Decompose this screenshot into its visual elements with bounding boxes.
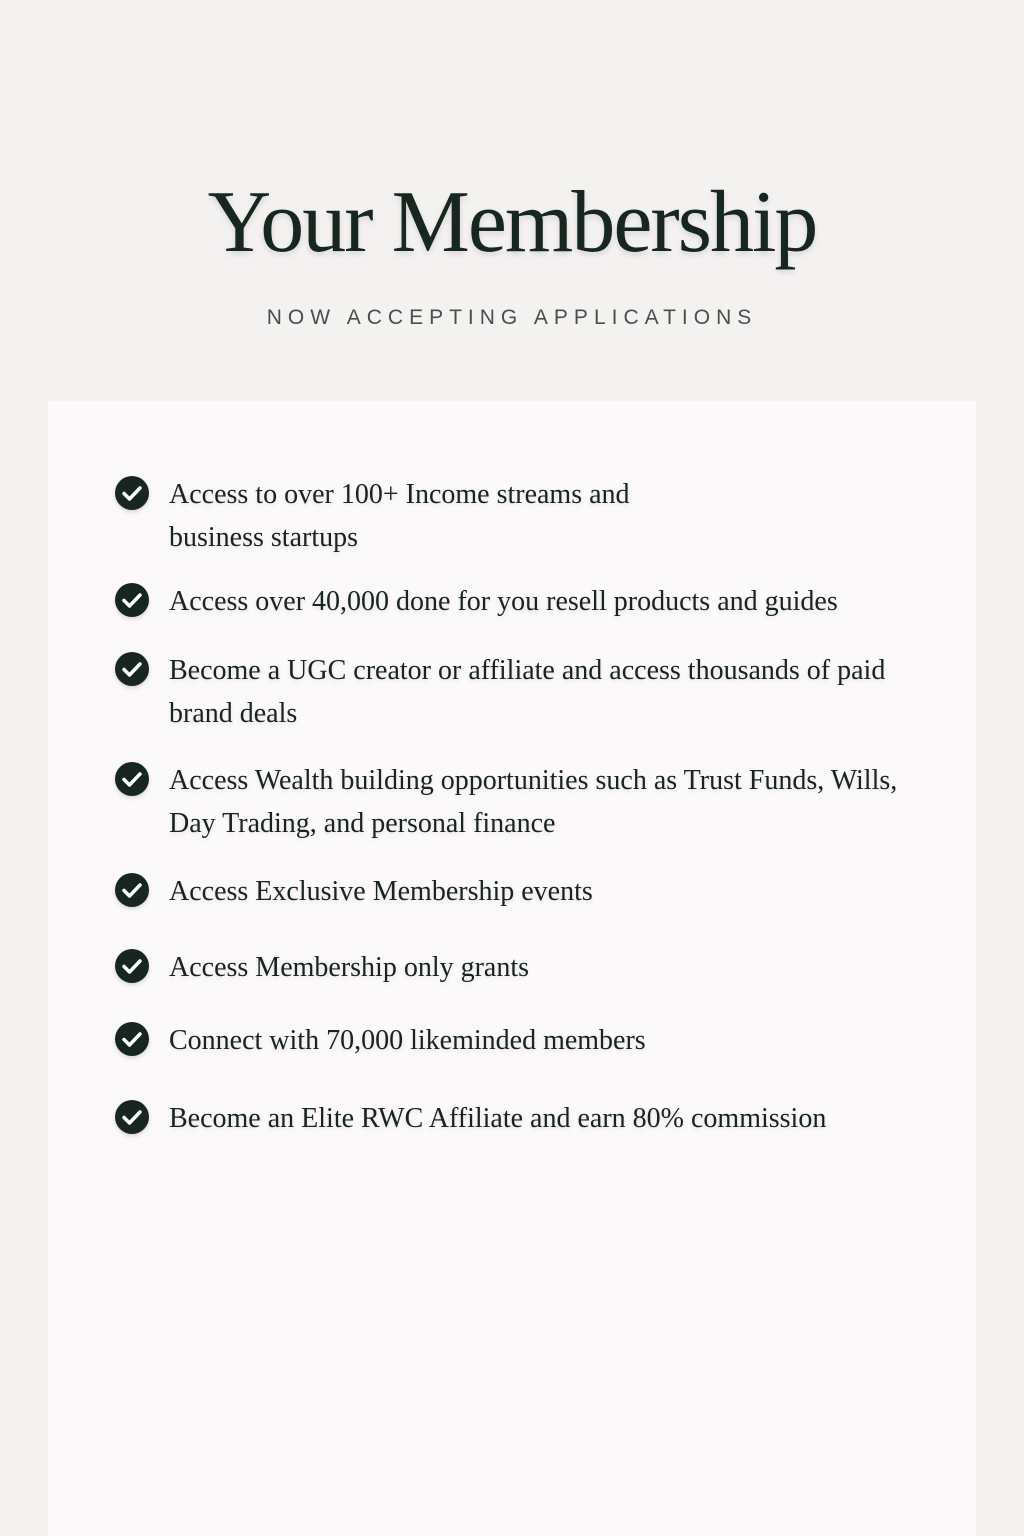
- check-circle-icon: [114, 1099, 150, 1135]
- check-circle-icon: [114, 651, 150, 687]
- benefit-text: Connect with 70,000 likeminded members: [169, 1025, 646, 1056]
- membership-benefits-card: [48, 401, 976, 1536]
- benefit-text: Access Membership only grants: [169, 952, 530, 983]
- benefit-text: Access Wealth building opportunities such as Trust Funds, Wills, Day Trading, and personal finance: [169, 765, 898, 839]
- check-circle-icon: [114, 1021, 150, 1057]
- benefit-text: Access Exclusive Membership events: [169, 876, 593, 907]
- benefit-text: Access to over 100+ Income streams and business startups: [169, 479, 630, 553]
- check-circle-icon: [114, 948, 150, 984]
- check-circle-icon: [114, 761, 150, 797]
- check-circle-icon: [114, 872, 150, 908]
- check-circle-icon: [114, 582, 150, 618]
- page-title: Your Membership: [207, 174, 817, 271]
- benefit-text: Become an Elite RWC Affiliate and earn 80% commission: [169, 1103, 827, 1134]
- page-subtitle: NOW ACCEPTING APPLICATIONS: [266, 306, 758, 329]
- benefit-text: Become a UGC creator or affiliate and access thousands of paid brand deals: [169, 655, 886, 729]
- check-circle-icon: [114, 475, 150, 511]
- benefit-text: Access over 40,000 done for you resell products and guides: [169, 586, 838, 617]
- header: [0, 0, 1024, 400]
